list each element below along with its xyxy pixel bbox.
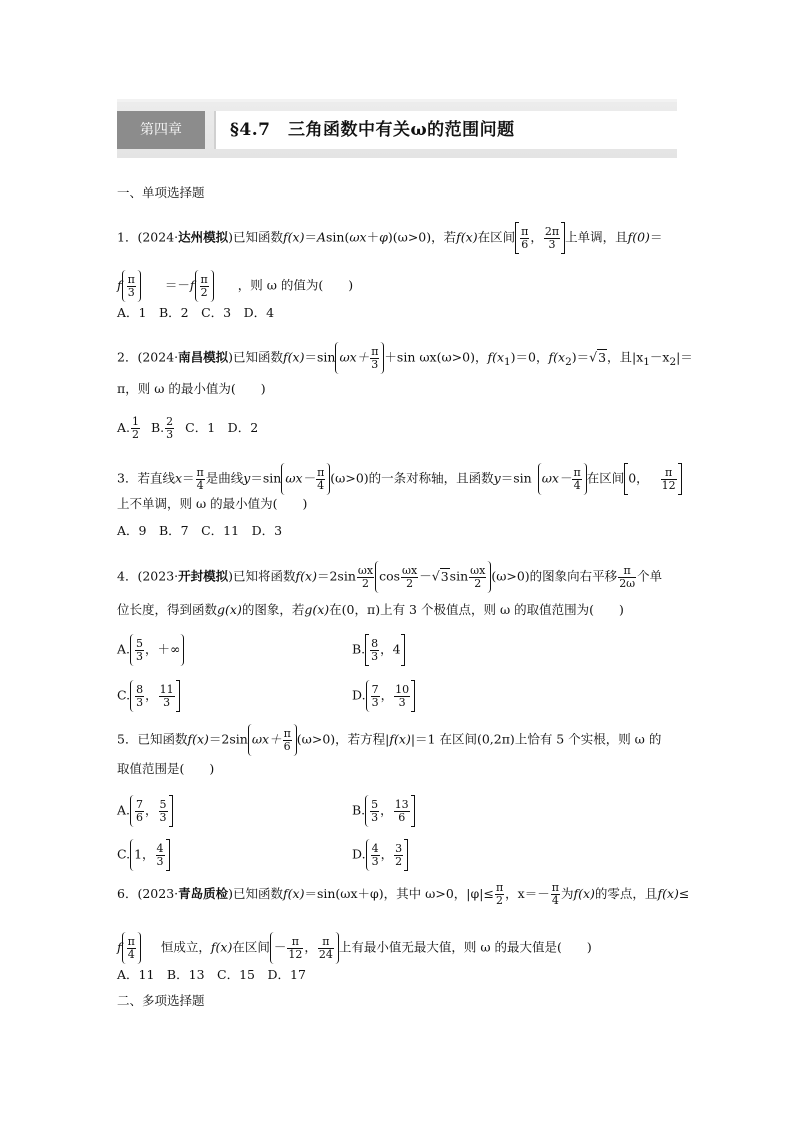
fraction: $\frac{\pi}{2}$ [200, 272, 208, 299]
q1-source: 达州模拟 [178, 229, 229, 245]
paren [210, 270, 214, 302]
q1-text: 1．(2024· [117, 229, 179, 245]
chapter-label: 第四章 [117, 111, 205, 149]
q1-text: ＋ [366, 229, 380, 245]
q1-func: f(x) [283, 229, 305, 245]
question-2-line-1: 2．(2024·南昌模拟)已知函数f(x)＝sin ωx＋ $\frac{\pi}{3}$ ＋sin ωx(ω>0)，$f(x_1)=0$，$f(x_2)=√3$，且$|x_1-x_2|=$ [117, 342, 693, 374]
q4-source: 开封模拟 [178, 568, 229, 584]
q2-source: 南昌模拟 [178, 349, 229, 365]
q1-func: f(0) [627, 229, 650, 245]
fraction: $\frac{\pi}{6}$ [521, 224, 529, 251]
q1-text: ＝ [649, 229, 663, 245]
question-1-options: A．1 B．2 C．3 D．4 [117, 305, 275, 320]
question-5-option-c: C. 1， $\frac{4}{3}$ [117, 839, 170, 871]
question-6-line-1: 6．(2023·青岛质检)已知函数f(x)＝sin(ωx＋φ)，其中 ω>0，|φ|≤ $\frac{\pi}{2}$ ，x＝－ $\frac{\pi}{4}$ 为f(x)的零点，且f(x)≤ [117, 881, 690, 907]
q1-text: sin( [326, 229, 350, 245]
question-4-line-1: 4．(2023·开封模拟)已知将函数f(x)＝2sin $\frac{\omega x}{2}$ cos $\frac{\omega x}{2}$ －√3sin $\frac{\omega x}{2}$ (ω>0)的图象向右平移 $\frac{\pi}{2\omega}$ 个单 [117, 561, 662, 593]
fraction: $\frac{\pi}{3}$ [127, 272, 135, 299]
question-6-options: A．11 B．13 C．15 D．17 [117, 967, 306, 982]
q1-func: f(x) [456, 229, 478, 245]
question-3-options: A．9 B．7 C．11 D．3 [117, 523, 283, 538]
question-5-line-1: 5．已知函数f(x)＝2sin ωx＋ $\frac{\pi}{6}$ (ω>0)，若方程|f(x)|＝1 在区间(0,2π)上恰有 5 个实根，则 ω 的 [117, 724, 661, 756]
q1-text: ＝ [304, 229, 317, 245]
question-5-line-2: 取值范围是( ) [117, 761, 215, 776]
q1-text: )已知函数 [228, 229, 284, 245]
q1-var: φ [379, 229, 388, 245]
question-4-line-2: 位长度，得到函数g(x)的图象，若g(x)在(0，π)上有 3 个极值点，则 ω 的取值范围为( ) [117, 602, 624, 617]
bracket [515, 222, 519, 254]
question-1-line-1: 1．(2024·达州模拟)已知函数f(x)＝Asin(ωx＋φ)(ω>0)，若f(x)在区间 $\frac{\pi}{6}$ ， $\frac{2\pi}{3}$ 上单调，且f(0)＝ [117, 222, 662, 254]
question-1-line-2: f $\frac{\pi}{3}$ ＝－f $\frac{\pi}{2}$ ，则 ω 的值为( ) [117, 270, 353, 302]
question-6-line-2: f $\frac{\pi}{4}$ 恒成立，f(x)在区间 － $\frac{\pi}{12}$ ， $\frac{\pi}{24}$ 上有最小值无最大值，则 ω 的最大值是( ) [117, 932, 592, 964]
question-3-line-1: 3．若直线x＝ $\frac{\pi}{4}$ 是曲线y＝sin ωx－ $\frac{\pi}{4}$ (ω>0)的一条对称轴，且函数y＝sin ωx－ $\frac{\pi}{4}$ 在区间 0， $\frac{\pi}{12}$ [117, 463, 682, 495]
question-4-option-d: D. $\frac{7}{3}$ ， $\frac{10}{3}$ [352, 680, 415, 712]
section-single-choice: 一、单项选择题 [117, 185, 205, 200]
chapter-header [117, 99, 677, 158]
question-4-option-b: B. $\frac{8}{3}$ ，4 [352, 634, 405, 666]
question-5-option-b: B. $\frac{5}{3}$ ， $\frac{13}{6}$ [352, 795, 415, 827]
page-title: §4.7 三角函数中有关ω的范围问题 [230, 120, 515, 140]
question-3-line-2: 上不单调，则 ω 的最小值为( ) [117, 496, 308, 511]
q1-text: )(ω>0)，若 [387, 229, 457, 245]
paren [137, 270, 141, 302]
paren [122, 270, 126, 302]
q1-text: 在区间 [477, 229, 516, 245]
question-5-option-d: D. $\frac{4}{3}$ ， $\frac{3}{2}$ [352, 839, 408, 871]
q1-var: ωx [349, 229, 367, 245]
paren [195, 270, 199, 302]
q6-source: 青岛质检 [178, 886, 229, 901]
question-4-option-c: C. $\frac{8}{3}$ ， $\frac{11}{3}$ [117, 680, 180, 712]
question-4-option-a: A. $\frac{5}{3}$ ，＋∞ [117, 634, 184, 666]
section-multi-choice: 二、多项选择题 [117, 993, 205, 1008]
title-box [214, 111, 679, 149]
bracket [678, 463, 682, 495]
fraction: $\frac{2\pi}{3}$ [544, 224, 560, 251]
q1-text: 上单调，且 [565, 229, 628, 245]
question-2-options: A. $\frac{1}{2}$ B. $\frac{2}{3}$ C．1 D．2 [117, 415, 259, 441]
q1-var: A [316, 229, 327, 245]
fraction: $\frac{\pi}{3}$ [371, 344, 379, 371]
question-2-line-2: π，则 ω 的最小值为( ) [117, 381, 266, 396]
sqrt: 3 [598, 349, 607, 365]
question-5-option-a: A. $\frac{7}{6}$ ， $\frac{5}{3}$ [117, 795, 173, 827]
